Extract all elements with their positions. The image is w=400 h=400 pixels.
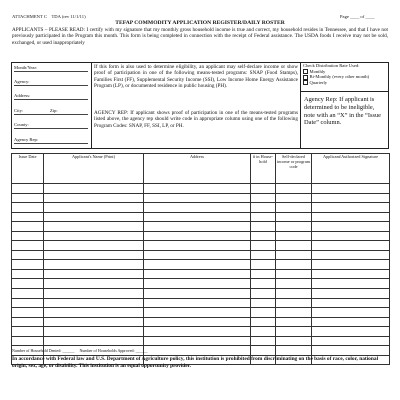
quarterly-option[interactable]: Quarterly [303,80,387,86]
table-cell[interactable] [276,241,312,251]
table-cell[interactable] [44,250,144,260]
table-cell[interactable] [276,279,312,289]
table-row [12,250,390,260]
table-cell[interactable] [276,269,312,279]
table-cell[interactable] [251,308,276,318]
table-row [12,289,390,299]
household-counts: Number of Household Denied: ______ Number of Households Approved: ______ [12,348,148,353]
table-cell[interactable] [44,269,144,279]
table-cell[interactable] [251,298,276,308]
table-cell[interactable] [12,241,44,251]
column-header-signature: Applicant/Authorized Signature [312,154,390,184]
table-cell[interactable] [276,336,312,346]
attachment-label: ATTACHMENT C TDA (rev 11/1/11) [12,14,86,19]
table-cell[interactable] [144,298,251,308]
table-cell[interactable] [276,193,312,203]
table-cell[interactable] [251,250,276,260]
table-cell[interactable] [144,212,251,222]
table-cell[interactable] [144,222,251,232]
table-cell[interactable] [12,308,44,318]
table-cell[interactable] [251,279,276,289]
table-cell[interactable] [12,279,44,289]
table-cell[interactable] [251,336,276,346]
table-cell[interactable] [44,193,144,203]
table-cell[interactable] [144,289,251,299]
table-cell[interactable] [144,260,251,270]
column-header-address: Address [144,154,251,184]
table-cell[interactable] [312,317,390,327]
table-cell[interactable] [312,260,390,270]
table-cell[interactable] [312,308,390,318]
table-cell[interactable] [251,289,276,299]
table-cell[interactable] [144,250,251,260]
agency-field[interactable]: Agency: [14,79,88,86]
table-cell[interactable] [144,327,251,337]
table-cell[interactable] [12,260,44,270]
county-field[interactable]: County: [14,122,88,129]
table-cell[interactable] [312,203,390,213]
table-cell[interactable] [276,260,312,270]
table-cell[interactable] [44,212,144,222]
table-cell[interactable] [44,222,144,232]
distribution-rate: Check Distribution Rate Used: Monthly Bi-Monthly (every other month) Quarterly [303,63,387,85]
table-row [12,241,390,251]
table-cell[interactable] [276,308,312,318]
table-row [12,260,390,270]
divider [300,91,389,92]
table-cell[interactable] [144,193,251,203]
table-cell[interactable] [44,279,144,289]
table-row [12,203,390,213]
table-cell[interactable] [144,336,251,346]
table-row [12,212,390,222]
table-cell[interactable] [312,269,390,279]
table-cell[interactable] [276,346,312,356]
column-header-household: # in House-hold [251,154,276,184]
table-cell[interactable] [276,289,312,299]
table-cell[interactable] [251,269,276,279]
nondiscrimination-statement: In accordance with Federal law and U.S. Department of Agriculture policy, this institution is prohibited from discriminating on the basis of race, color, national origin, sex, age, or disability. This institution is an equal opportunity provider. [12,356,379,369]
table-cell[interactable] [44,298,144,308]
table-cell[interactable] [312,336,390,346]
table-cell[interactable] [312,279,390,289]
bi-monthly-option[interactable]: Bi-Monthly (every other month) [303,74,387,80]
table-cell[interactable] [144,346,251,356]
eligibility-text: If this form is also used to determine eligibility, an applicant may self-declare income or show proof of participation in one of the following means-tested programs: SNAP (Food Stamps), Families First (FF), Supplemental Security Income (SSI), Low Income Home Energy Assistance Program (LP), or documented residence in public housing (PH). [94,64,298,90]
agency-rep-instructions: AGENCY REP: If applicant shows proof of participation in one of the means-tested programs listed above, the agency rep should write code in appropriate column using one of the following Program Codes: SNAP, FF, SSI, LP, or PH. [94,110,298,129]
table-cell[interactable] [144,241,251,251]
table-cell[interactable] [251,184,276,194]
table-cell[interactable] [12,336,44,346]
ineligible-note: Agency Rep: If applicant is determined to be ineligible, note with an “X” in the “Issue Date” column. [304,96,382,127]
table-cell[interactable] [44,203,144,213]
table-row [12,327,390,337]
table-cell[interactable] [312,193,390,203]
table-cell[interactable] [44,317,144,327]
table-cell[interactable] [276,203,312,213]
table-cell[interactable] [276,184,312,194]
table-cell[interactable] [276,212,312,222]
address-field[interactable]: Address: [14,93,88,100]
applicant-statement: APPLICANTS – PLEASE READ: I certify with my signature that my monthly gross household income is true and correct, my household resides in Tennessee, and that I have not previously participated in the Program this month. This form is being completed in connection with the receipt of Federal assistance. The USDA foods I receive may not be sold, exchanged, or used inappropriately [12,27,388,46]
table-cell[interactable] [312,222,390,232]
table-cell[interactable] [44,336,144,346]
table-cell[interactable] [276,298,312,308]
table-row [12,317,390,327]
table-cell[interactable] [251,346,276,356]
table-cell[interactable] [312,250,390,260]
table-cell[interactable] [251,203,276,213]
table-cell[interactable] [251,231,276,241]
table-cell[interactable] [12,193,44,203]
table-cell[interactable] [44,184,144,194]
table-cell[interactable] [12,327,44,337]
roster-table [11,153,390,365]
page-number: Page ____ of ____ [340,14,375,19]
table-cell[interactable] [12,222,44,232]
table-cell[interactable] [276,327,312,337]
table-cell[interactable] [251,327,276,337]
table-cell[interactable] [12,289,44,299]
divider [300,62,301,149]
table-row [12,308,390,318]
table-row [12,336,390,346]
table-cell[interactable] [144,184,251,194]
table-cell[interactable] [276,222,312,232]
table-cell[interactable] [12,250,44,260]
city-zip-field[interactable]: City: Zip: [14,108,88,115]
table-cell[interactable] [12,298,44,308]
monthly-option[interactable]: Monthly [303,69,387,75]
table-cell[interactable] [312,298,390,308]
table-cell[interactable] [12,212,44,222]
table-cell[interactable] [276,250,312,260]
table-header-row [12,154,390,184]
table-row [12,269,390,279]
table-cell[interactable] [144,279,251,289]
table-cell[interactable] [312,212,390,222]
form-title: TEFAP COMMODITY APPLICATION REGISTER/DAILY ROSTER [115,20,285,26]
table-cell[interactable] [276,317,312,327]
table-cell[interactable] [12,317,44,327]
table-cell[interactable] [251,193,276,203]
table-cell[interactable] [312,327,390,337]
checkbox-icon[interactable] [303,80,308,85]
table-row [12,193,390,203]
month-year-field[interactable]: Month/Year: [14,65,88,72]
table-cell[interactable] [312,231,390,241]
table-cell[interactable] [44,289,144,299]
table-cell[interactable] [144,269,251,279]
divider [91,62,92,149]
checkbox-icon[interactable] [303,75,308,80]
table-cell[interactable] [251,260,276,270]
table-cell[interactable] [44,241,144,251]
table-cell[interactable] [44,231,144,241]
table-cell[interactable] [251,212,276,222]
table-cell[interactable] [12,203,44,213]
table-cell[interactable] [12,269,44,279]
table-cell[interactable] [312,241,390,251]
column-header-name: Applicant's Name (Print) [44,154,144,184]
agency-rep-field[interactable]: Agency Rep: [14,137,88,144]
table-cell[interactable] [144,308,251,318]
table-cell[interactable] [44,260,144,270]
table-cell[interactable] [312,346,390,356]
table-cell[interactable] [144,203,251,213]
table-cell[interactable] [312,289,390,299]
table-row [12,298,390,308]
column-header-income: Self-declared income or program code [276,154,312,184]
table-cell[interactable] [251,317,276,327]
table-cell[interactable] [12,184,44,194]
table-row [12,231,390,241]
table-cell[interactable] [276,231,312,241]
table-cell[interactable] [44,327,144,337]
table-cell[interactable] [251,222,276,232]
table-cell[interactable] [144,231,251,241]
table-cell[interactable] [312,184,390,194]
table-cell[interactable] [251,241,276,251]
table-row [12,279,390,289]
table-row [12,222,390,232]
table-cell[interactable] [12,231,44,241]
column-header-issue-date: Issue Date [12,154,44,184]
table-cell[interactable] [144,317,251,327]
table-cell[interactable] [44,308,144,318]
table-row [12,184,390,194]
